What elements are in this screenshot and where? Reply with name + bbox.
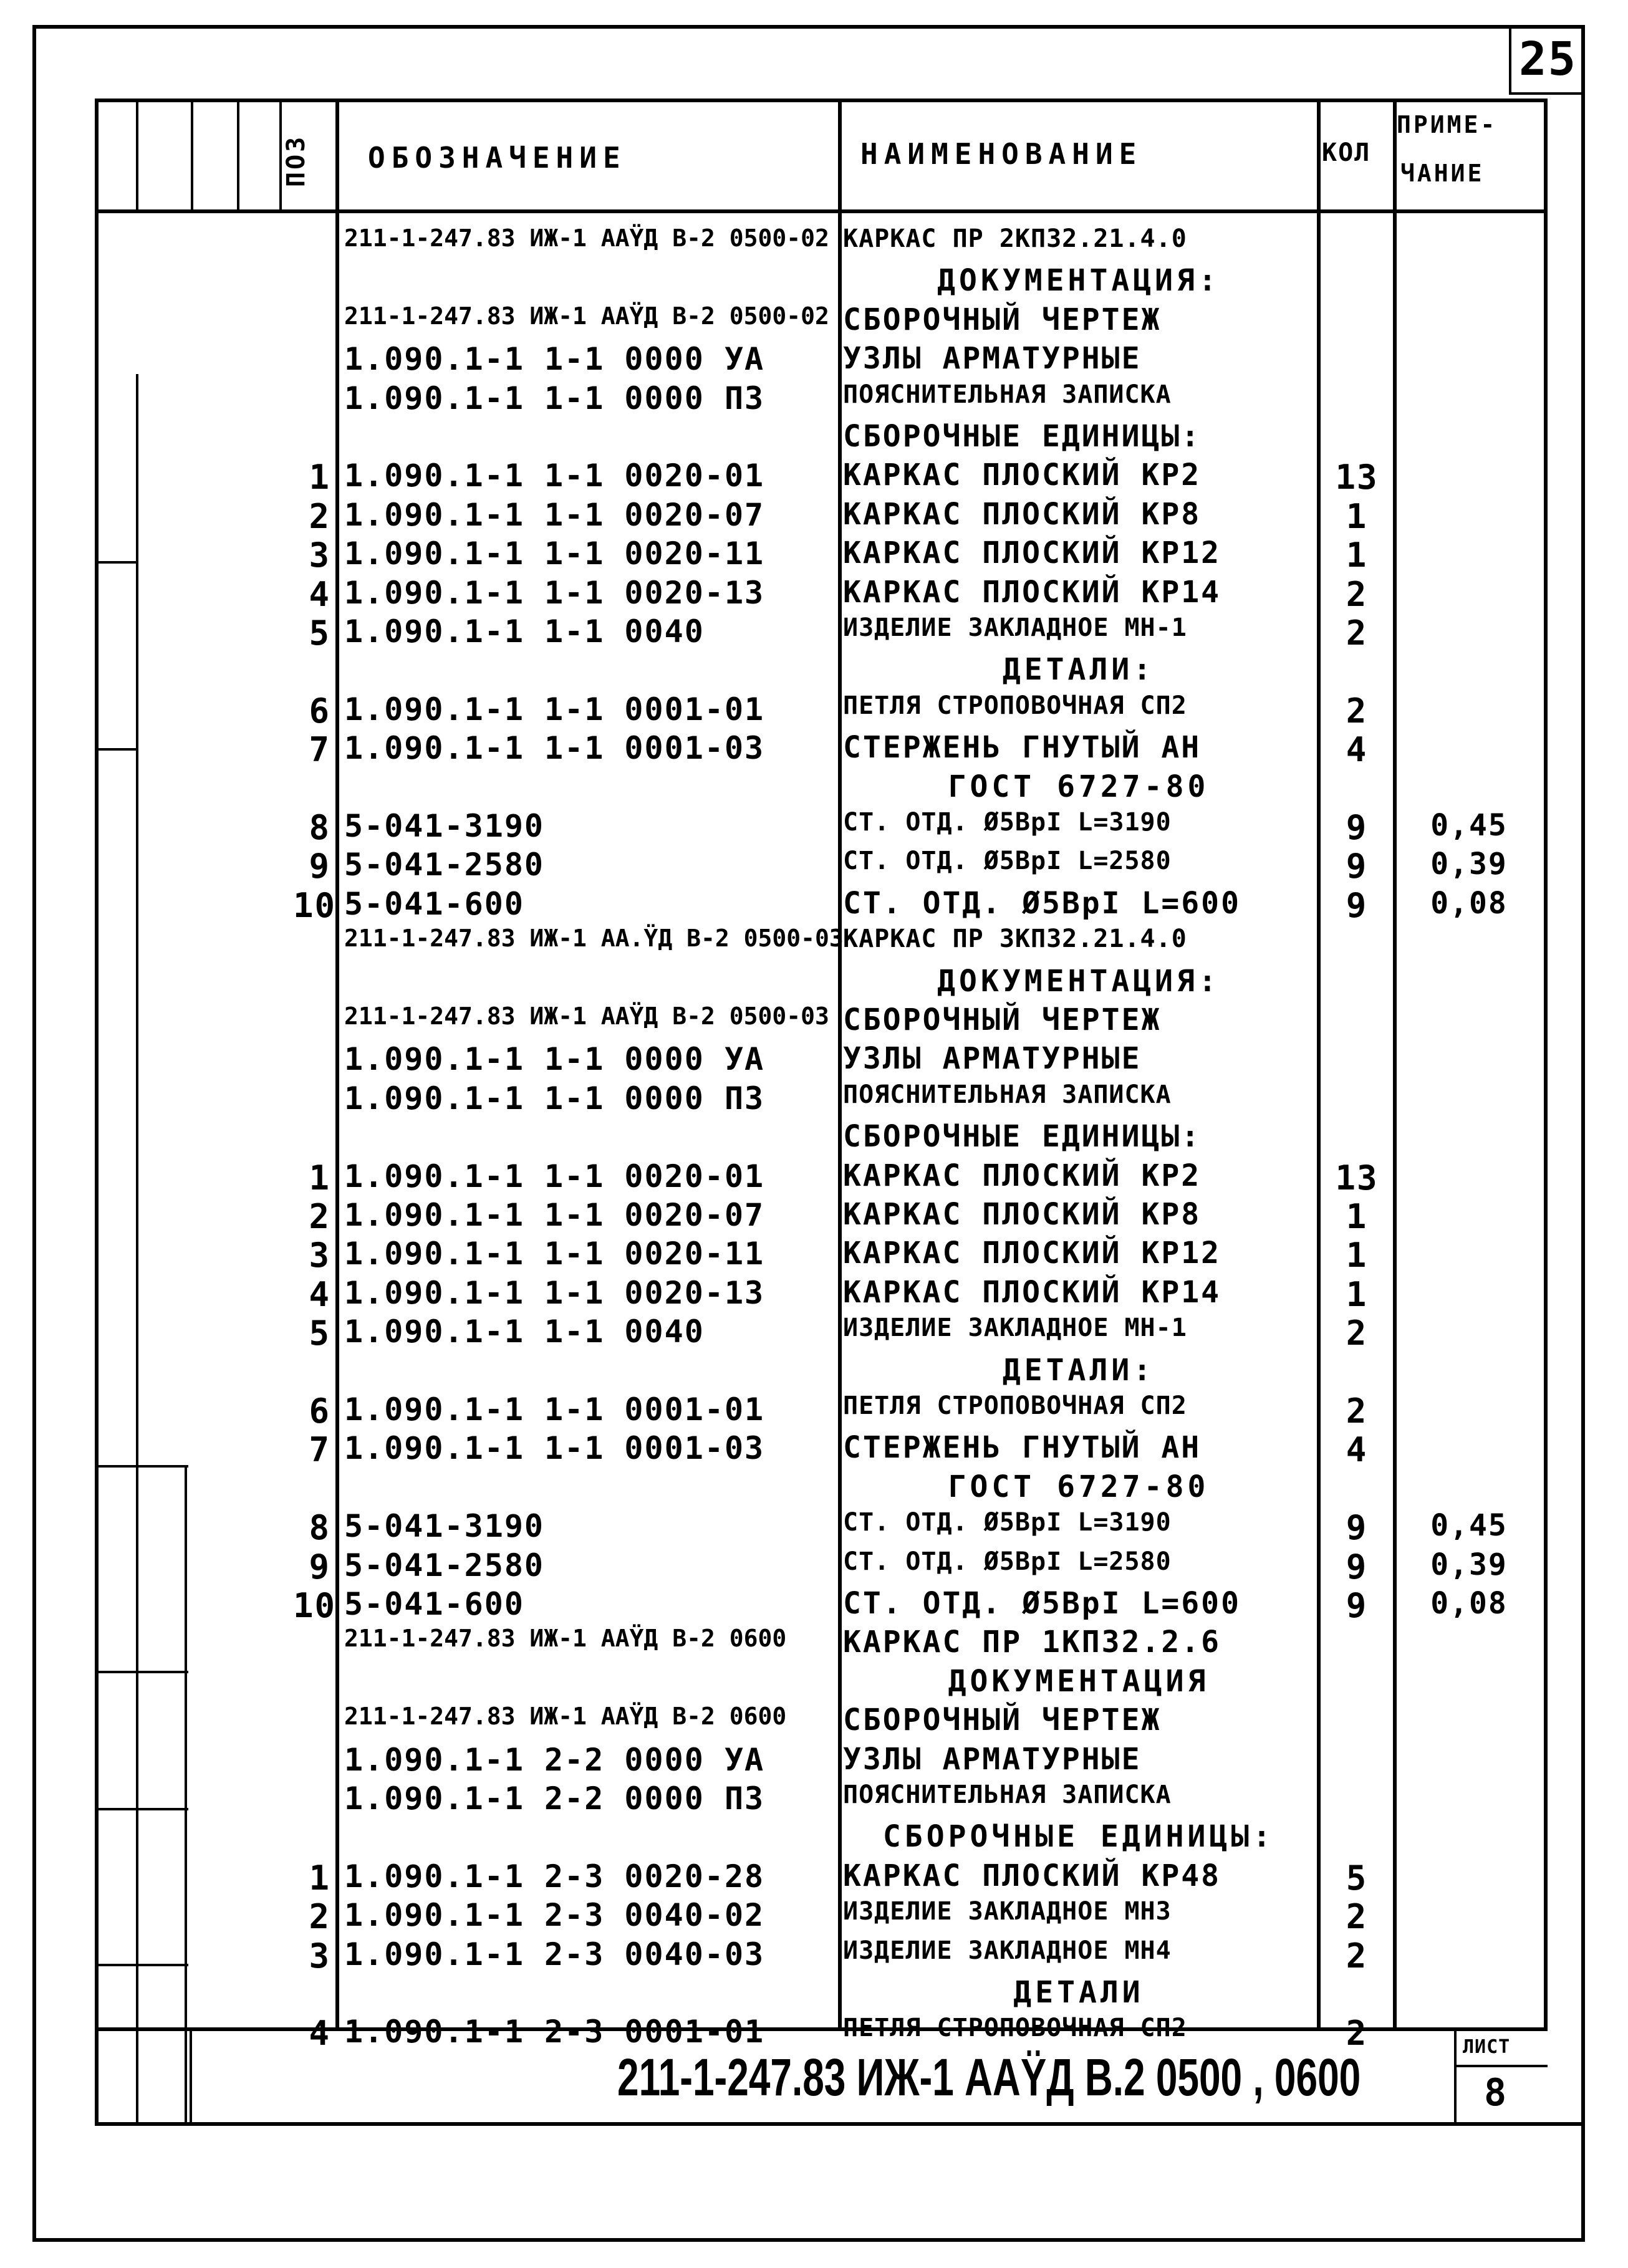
outer-frame-left bbox=[32, 25, 36, 2242]
table-right-line bbox=[1544, 99, 1548, 2031]
row-name: СТЕРЖЕНЬ ГНУТЫЙ АН bbox=[843, 730, 1202, 765]
row-note: 0,08 bbox=[1430, 1586, 1508, 1621]
row-name: КАРКАС ПЛОСКИЙ КР48 bbox=[843, 1858, 1221, 1893]
row-name: ДЕТАЛИ: bbox=[1002, 1353, 1155, 1388]
row-designation: 211-1-247.83 ИЖ-1 ААŸД В-2 0500-02 bbox=[344, 224, 829, 252]
corner-box-bottom bbox=[1509, 92, 1584, 95]
row-pos: 6 bbox=[309, 1391, 330, 1431]
row-designation: 211-1-247.83 ИЖ-1 ААŸД В-2 0600 bbox=[344, 1625, 787, 1652]
row-name: СБОРОЧНЫЙ ЧЕРТЕЖ bbox=[843, 302, 1162, 337]
row-name: СТ. ОТД. Ø5ВрI L=2580 bbox=[843, 847, 1172, 875]
binding-strip-bottom-a bbox=[136, 1465, 138, 2122]
row-pos: 9 bbox=[309, 847, 330, 886]
row-designation: 1.090.1-1 1-1 0000 УА bbox=[344, 341, 765, 377]
row-designation: 1.090.1-1 2-3 0020-28 bbox=[344, 1858, 765, 1895]
header-designation: ОБОЗНАЧЕНИЕ bbox=[368, 141, 627, 175]
row-name: ПОЯСНИТЕЛЬНАЯ ЗАПИСКА bbox=[843, 380, 1172, 409]
row-qty: 13 bbox=[1335, 1158, 1379, 1198]
title-block-code: 211-1-247.83 ИЖ-1 ААŸД В.2 0500 , 0600 bbox=[617, 2048, 1361, 2107]
col-sep-pos bbox=[335, 99, 339, 2031]
row-qty: 2 bbox=[1346, 1936, 1368, 1976]
row-qty: 9 bbox=[1346, 1547, 1368, 1587]
row-qty: 9 bbox=[1346, 1586, 1368, 1625]
sheet-label: ЛИСТ bbox=[1463, 2036, 1511, 2058]
row-designation: 5-041-600 bbox=[344, 886, 524, 922]
row-note: 0,39 bbox=[1430, 1547, 1508, 1582]
row-note: 0,08 bbox=[1430, 886, 1508, 921]
row-name: УЗЛЫ АРМАТУРНЫЕ bbox=[843, 1742, 1142, 1777]
outer-frame-bottom bbox=[32, 2238, 1585, 2242]
row-pos: 7 bbox=[309, 730, 330, 769]
corner-box-left bbox=[1509, 25, 1511, 95]
binding-strip-bottom-div3 bbox=[95, 1964, 188, 1966]
binding-strip-lower-div2 bbox=[95, 748, 138, 751]
row-name: ИЗДЕЛИЕ ЗАКЛАДНОЕ МН3 bbox=[843, 1897, 1172, 1926]
sheet-corner-number: 25 bbox=[1519, 32, 1577, 86]
col-sep-name bbox=[1317, 99, 1321, 2031]
binding-col-1 bbox=[95, 99, 99, 2125]
row-designation: 1.090.1-1 2-2 0000 УА bbox=[344, 1742, 765, 1778]
row-pos: 4 bbox=[309, 575, 330, 614]
row-name: УЗЛЫ АРМАТУРНЫЕ bbox=[843, 341, 1142, 376]
row-name: ГОСТ 6727-80 bbox=[948, 1469, 1210, 1504]
row-designation: 211-1-247.83 ИЖ-1 ААŸД В-2 0500-03 bbox=[344, 1002, 829, 1030]
row-pos: 10 bbox=[293, 886, 337, 925]
row-qty: 13 bbox=[1335, 458, 1379, 497]
row-qty: 1 bbox=[1346, 536, 1368, 575]
row-name: КАРКАС ПЛОСКИЙ КР8 bbox=[843, 497, 1202, 532]
row-designation: 1.090.1-1 1-1 0020-01 bbox=[344, 458, 765, 494]
outer-frame-top bbox=[32, 25, 1585, 29]
sheet-box-divider bbox=[1454, 2065, 1548, 2067]
row-designation: 1.090.1-1 1-1 0020-07 bbox=[344, 1197, 765, 1233]
row-designation: 1.090.1-1 1-1 0020-11 bbox=[344, 536, 765, 572]
header-note-line2: ЧАНИЕ bbox=[1400, 160, 1485, 187]
row-pos: 2 bbox=[309, 497, 330, 536]
row-note: 0,45 bbox=[1430, 808, 1508, 843]
row-designation: 1.090.1-1 1-1 0020-13 bbox=[344, 575, 765, 611]
row-pos: 9 bbox=[309, 1547, 330, 1587]
header-bottom-line bbox=[95, 209, 1548, 213]
row-name: ДОКУМЕНТАЦИЯ: bbox=[937, 263, 1220, 298]
row-qty: 2 bbox=[1346, 613, 1368, 653]
row-name: ГОСТ 6727-80 bbox=[948, 769, 1210, 804]
row-designation: 1.090.1-1 1-1 0020-13 bbox=[344, 1275, 765, 1311]
row-name: КАРКАС ПР 3КП32.21.4.0 bbox=[843, 925, 1187, 953]
row-name: СБОРОЧНЫЙ ЧЕРТЕЖ bbox=[843, 1703, 1162, 1737]
row-designation: 211-1-247.83 ИЖ-1 ААŸД В-2 0500-02 bbox=[344, 302, 829, 330]
row-name: ДЕТАЛИ bbox=[1013, 1975, 1144, 2010]
row-name: ИЗДЕЛИЕ ЗАКЛАДНОЕ МН-1 bbox=[843, 1314, 1187, 1342]
row-name: СТ. ОТД. Ø5ВрI L=600 bbox=[843, 886, 1241, 921]
row-name: ДОКУМЕНТАЦИЯ: bbox=[937, 964, 1220, 999]
binding-col-3 bbox=[191, 99, 193, 211]
header-pos: ПОЗ bbox=[282, 134, 311, 187]
row-designation: 1.090.1-1 1-1 0001-03 bbox=[344, 730, 765, 766]
row-designation: 1.090.1-1 1-1 0040 bbox=[344, 1314, 705, 1350]
row-name: КАРКАС ПЛОСКИЙ КР14 bbox=[843, 575, 1221, 610]
row-name: ПОЯСНИТЕЛЬНАЯ ЗАПИСКА bbox=[843, 1780, 1172, 1809]
row-name: ИЗДЕЛИЕ ЗАКЛАДНОЕ МН4 bbox=[843, 1936, 1172, 1965]
row-pos: 1 bbox=[309, 1158, 330, 1198]
row-name: КАРКАС ПЛОСКИЙ КР8 bbox=[843, 1197, 1202, 1232]
binding-strip-lower-div1 bbox=[95, 561, 138, 564]
row-pos: 3 bbox=[309, 536, 330, 575]
row-name: КАРКАС ПЛОСКИЙ КР12 bbox=[843, 1236, 1221, 1271]
binding-col-2 bbox=[136, 99, 138, 211]
row-qty: 1 bbox=[1346, 1236, 1368, 1275]
row-designation: 1.090.1-1 1-1 0001-01 bbox=[344, 1391, 765, 1428]
row-pos: 4 bbox=[309, 1275, 330, 1314]
row-name: СТ. ОТД. Ø5ВрI L=2580 bbox=[843, 1547, 1172, 1576]
binding-strip-bottom-b bbox=[185, 1465, 187, 2122]
row-pos: 2 bbox=[309, 1897, 330, 1936]
row-designation: 1.090.1-1 2-2 0000 ПЗ bbox=[344, 1780, 765, 1817]
row-designation: 1.090.1-1 1-1 0020-07 bbox=[344, 497, 765, 533]
row-designation: 5-041-600 bbox=[344, 1586, 524, 1622]
row-pos: 1 bbox=[309, 1858, 330, 1898]
row-name: КАРКАС ПЛОСКИЙ КР2 bbox=[843, 458, 1202, 493]
title-block-bottom-line bbox=[95, 2122, 1582, 2126]
row-pos: 3 bbox=[309, 1236, 330, 1275]
sheet-box-left bbox=[1454, 2027, 1457, 2122]
row-pos: 2 bbox=[309, 1197, 330, 1236]
row-name: КАРКАС ПР 2КП32.21.4.0 bbox=[843, 224, 1187, 253]
col-sep-qty bbox=[1393, 99, 1397, 2031]
row-name: ПЕТЛЯ СТРОПОВОЧНАЯ СП2 bbox=[843, 2014, 1187, 2042]
row-designation: 1.090.1-1 1-1 0000 ПЗ bbox=[344, 1080, 765, 1117]
row-designation: 211-1-247.83 ИЖ-1 ААŸД В-2 0600 bbox=[344, 1703, 787, 1730]
row-designation: 1.090.1-1 1-1 0020-11 bbox=[344, 1236, 765, 1272]
row-name: СТ. ОТД. Ø5ВрI L=600 bbox=[843, 1586, 1241, 1621]
row-name: КАРКАС ПЛОСКИЙ КР12 bbox=[843, 536, 1221, 570]
row-designation: 5-041-2580 bbox=[344, 1547, 545, 1583]
row-name: КАРКАС ПР 1КП32.2.6 bbox=[843, 1625, 1221, 1660]
row-designation: 1.090.1-1 1-1 0001-03 bbox=[344, 1430, 765, 1466]
row-name: СБОРОЧНЫЕ ЕДИНИЦЫ: bbox=[882, 1819, 1275, 1854]
row-designation: 5-041-2580 bbox=[344, 847, 545, 883]
row-pos: 3 bbox=[309, 1936, 330, 1976]
row-qty: 9 bbox=[1346, 886, 1368, 925]
row-pos: 5 bbox=[309, 613, 330, 653]
row-name: СТ. ОТД. Ø5ВрI L=3190 bbox=[843, 1508, 1172, 1537]
row-note: 0,45 bbox=[1430, 1508, 1508, 1543]
row-pos: 4 bbox=[309, 2014, 330, 2053]
col-sep-designation bbox=[838, 99, 842, 2031]
row-qty: 9 bbox=[1346, 847, 1368, 886]
row-name: ПЕТЛЯ СТРОПОВОЧНАЯ СП2 bbox=[843, 1391, 1187, 1420]
row-pos: 8 bbox=[309, 808, 330, 847]
row-designation: 211-1-247.83 ИЖ-1 АА.ŸД В-2 0500-03 bbox=[344, 925, 844, 952]
row-qty: 9 bbox=[1346, 1508, 1368, 1547]
binding-strip-lower-div3 bbox=[95, 1465, 188, 1468]
row-qty: 5 bbox=[1346, 1858, 1368, 1898]
header-note-line1: ПРИМЕ- bbox=[1397, 111, 1498, 138]
row-pos: 6 bbox=[309, 691, 330, 731]
row-name: ДЕТАЛИ: bbox=[1002, 652, 1155, 687]
row-pos: 5 bbox=[309, 1314, 330, 1353]
row-qty: 2 bbox=[1346, 1897, 1368, 1936]
row-qty: 1 bbox=[1346, 1275, 1368, 1314]
row-designation: 1.090.1-1 1-1 0000 УА bbox=[344, 1041, 765, 1077]
row-pos: 7 bbox=[309, 1430, 330, 1469]
binding-strip-lower-a bbox=[136, 374, 138, 1465]
row-name: УЗЛЫ АРМАТУРНЫЕ bbox=[843, 1041, 1142, 1076]
row-qty: 2 bbox=[1346, 2014, 1368, 2053]
row-designation: 5-041-3190 bbox=[344, 1508, 545, 1544]
row-name: СБОРОЧНЫЕ ЕДИНИЦЫ: bbox=[843, 1119, 1202, 1154]
row-name: ДОКУМЕНТАЦИЯ bbox=[948, 1664, 1210, 1699]
row-name: КАРКАС ПЛОСКИЙ КР2 bbox=[843, 1158, 1202, 1193]
row-designation: 1.090.1-1 2-3 0001-01 bbox=[344, 2014, 765, 2050]
row-pos: 1 bbox=[309, 458, 330, 497]
row-pos: 8 bbox=[309, 1508, 330, 1547]
header-name: НАИМЕНОВАНИЕ bbox=[860, 137, 1143, 171]
row-designation: 5-041-3190 bbox=[344, 808, 545, 844]
row-designation: 1.090.1-1 1-1 0020-01 bbox=[344, 1158, 765, 1194]
row-note: 0,39 bbox=[1430, 847, 1508, 882]
row-designation: 1.090.1-1 1-1 0040 bbox=[344, 613, 705, 650]
header-qty: КОЛ bbox=[1322, 138, 1371, 167]
row-designation: 1.090.1-1 2-3 0040-03 bbox=[344, 1936, 765, 1972]
table-top-line bbox=[95, 99, 1548, 102]
row-qty: 1 bbox=[1346, 1197, 1368, 1236]
row-qty: 2 bbox=[1346, 1314, 1368, 1353]
row-name: СТ. ОТД. Ø5ВрI L=3190 bbox=[843, 808, 1172, 837]
row-qty: 4 bbox=[1346, 730, 1368, 769]
sheet-number: 8 bbox=[1484, 2071, 1508, 2115]
row-qty: 2 bbox=[1346, 691, 1368, 731]
outer-frame-right bbox=[1581, 25, 1585, 2242]
row-name: СБОРОЧНЫЙ ЧЕРТЕЖ bbox=[843, 1002, 1162, 1037]
binding-strip-bottom-div1 bbox=[95, 1671, 188, 1673]
binding-strip-bottom-div2 bbox=[95, 1808, 188, 1810]
row-qty: 1 bbox=[1346, 497, 1368, 536]
row-name: ПОЯСНИТЕЛЬНАЯ ЗАПИСКА bbox=[843, 1080, 1172, 1109]
row-qty: 9 bbox=[1346, 808, 1368, 847]
row-name: ИЗДЕЛИЕ ЗАКЛАДНОЕ МН-1 bbox=[843, 613, 1187, 642]
binding-col-4 bbox=[237, 99, 239, 211]
row-name: КАРКАС ПЛОСКИЙ КР14 bbox=[843, 1275, 1221, 1310]
row-qty: 4 bbox=[1346, 1430, 1368, 1469]
row-name: ПЕТЛЯ СТРОПОВОЧНАЯ СП2 bbox=[843, 691, 1187, 720]
row-qty: 2 bbox=[1346, 575, 1368, 614]
row-name: СБОРОЧНЫЕ ЕДИНИЦЫ: bbox=[843, 419, 1202, 454]
row-designation: 1.090.1-1 1-1 0001-01 bbox=[344, 691, 765, 728]
row-pos: 10 bbox=[293, 1586, 337, 1625]
row-designation: 1.090.1-1 1-1 0000 ПЗ bbox=[344, 380, 765, 416]
row-name: СТЕРЖЕНЬ ГНУТЫЙ АН bbox=[843, 1430, 1202, 1465]
title-block-left bbox=[190, 2027, 192, 2122]
row-qty: 2 bbox=[1346, 1391, 1368, 1431]
row-designation: 1.090.1-1 2-3 0040-02 bbox=[344, 1897, 765, 1933]
